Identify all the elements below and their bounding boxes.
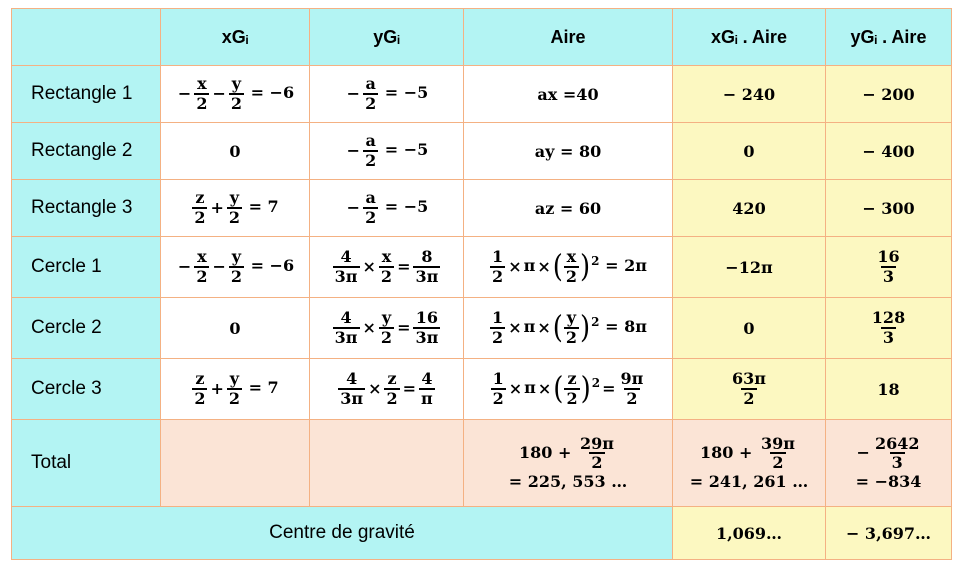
total-xa-frac-den: 2 xyxy=(772,453,784,473)
exponent: 2 xyxy=(591,254,600,269)
total-xa-int: 180 + xyxy=(700,442,753,462)
row-label: Rectangle 2 xyxy=(12,123,161,180)
total-ya-frac-den: 3 xyxy=(891,453,903,473)
xg-den-2: 2 xyxy=(230,267,242,286)
yg-aire-cell: − 300 xyxy=(826,180,952,237)
total-xa-value: = 241, 261 … xyxy=(689,472,809,491)
xg-aire-cell: −12π xyxy=(673,237,826,298)
xg-result: = 7 xyxy=(248,197,279,217)
xg-aire-cell: 420 xyxy=(673,180,826,237)
total-aire-frac-num: 29π xyxy=(579,433,614,453)
row-rectangle-3 xyxy=(12,180,952,237)
xa-num: 63π xyxy=(732,369,766,389)
xg-cell: $\frac{z}{2}$ + $\frac{y}{2}$ = 7 xyxy=(161,359,310,420)
centroid-table xyxy=(11,8,952,560)
header-yg-aire: yGᵢ . Aire xyxy=(826,9,952,66)
xg-aire-cell: − 240 xyxy=(673,66,826,123)
yg-aire-cell xyxy=(826,298,952,359)
row-rectangle-1 xyxy=(12,66,952,123)
xg-num-2: y xyxy=(229,369,240,389)
pi-symbol: π xyxy=(523,317,536,337)
yg-result: = −5 xyxy=(384,83,429,103)
aire-cell: $\frac{1}{2}$ × π ×( $\frac{z}{2}$ )$^2$ = $\frac{9\pi}{2}$ xyxy=(464,359,673,420)
xg-den-1: 2 xyxy=(194,389,206,408)
yg-den-c: π xyxy=(421,389,433,408)
yg-num-c: 4 xyxy=(421,369,433,389)
aire-cell: $\frac{1}{2}$ × π ×( $\frac{x}{2}$ )$^2$ = 2π xyxy=(464,237,673,298)
xg-num-1: x xyxy=(197,74,207,94)
yg-den-b: 2 xyxy=(380,267,393,286)
header-blank xyxy=(12,9,161,66)
xg-cell: 0 xyxy=(161,123,310,180)
yg-cell: − $\frac{a}{2}$ = −5 xyxy=(310,180,464,237)
total-xg-cell xyxy=(161,420,310,507)
xg-cell: $\frac{z}{2}$ + $\frac{y}{2}$ = 7 xyxy=(161,180,310,237)
yg-den-c: 3π xyxy=(415,328,439,347)
yg-aire-cell: − 400 xyxy=(826,123,952,180)
yg-den-a: 3π xyxy=(334,328,358,347)
row-rectangle-2 xyxy=(12,123,952,180)
aire-num: y xyxy=(566,308,577,328)
half-den: 2 xyxy=(492,267,504,286)
aire-result: = 2π xyxy=(605,256,647,276)
yg-result: = −5 xyxy=(384,140,429,160)
row-label: Total xyxy=(12,420,161,507)
yg-cell: − $\frac{a}{2}$ = −5 xyxy=(310,123,464,180)
xg-cell: − $\frac{x}{2}$ − $\frac{y}{2}$ = −6 xyxy=(161,237,310,298)
row-label: Cercle 2 xyxy=(12,298,161,359)
yg-den-c: 3π xyxy=(415,267,439,286)
xg-den-1: 2 xyxy=(196,267,208,286)
exponent: 2 xyxy=(591,315,600,330)
yg-num: a xyxy=(365,74,376,94)
yg-num-a: 4 xyxy=(340,308,352,328)
yg-den-a: 3π xyxy=(334,267,358,286)
exponent: 2 xyxy=(591,376,601,391)
yg-aire-cell xyxy=(826,237,952,298)
xg-den-1: 2 xyxy=(194,208,206,227)
yg-den: 2 xyxy=(365,94,377,113)
half-den: 2 xyxy=(492,328,504,347)
xg-cell: 0 xyxy=(161,298,310,359)
xg-aire-cell: 0 xyxy=(673,123,826,180)
xa-den: 2 xyxy=(743,389,755,408)
yg-aire-cell: 18 xyxy=(826,359,952,420)
yg-num-a: 4 xyxy=(346,369,358,389)
ya-num: 16 xyxy=(877,247,900,267)
xg-num-1: z xyxy=(195,369,205,389)
total-aire-int: 180 + xyxy=(519,442,572,462)
total-xg-aire-cell xyxy=(673,420,826,507)
aire-cell: az = 60 xyxy=(464,180,673,237)
aire-cell: $\frac{1}{2}$ × π ×( $\frac{y}{2}$ )$^2$ = 8π xyxy=(464,298,673,359)
total-aire-value: = 225, 553 … xyxy=(508,472,628,491)
header-row xyxy=(12,9,952,66)
row-cercle-2 xyxy=(12,298,952,359)
aire-result-den: 2 xyxy=(626,389,638,408)
xg-den-2: 2 xyxy=(228,389,240,408)
yg-num: a xyxy=(365,131,376,151)
half-num: 1 xyxy=(492,247,504,267)
total-xa-frac-num: 39π xyxy=(760,433,795,453)
row-label: Cercle 1 xyxy=(12,237,161,298)
aire-result-num: 9π xyxy=(620,369,644,389)
total-ya-frac-num: 2642 xyxy=(874,433,920,453)
pi-symbol: π xyxy=(524,378,536,398)
xg-num-2: y xyxy=(231,74,242,94)
xg-cell: − $\frac{x}{2}$ − $\frac{y}{2}$ = −6 xyxy=(161,66,310,123)
row-centre-gravite xyxy=(12,507,952,560)
header-aire: Aire xyxy=(464,9,673,66)
aire-den: 2 xyxy=(565,328,578,347)
aire-num: z xyxy=(567,369,577,389)
xg-num-2: y xyxy=(231,247,242,267)
half-num: 1 xyxy=(492,308,504,328)
yg-den: 2 xyxy=(365,151,377,170)
yg-num: a xyxy=(365,188,376,208)
row-cercle-1 xyxy=(12,237,952,298)
xg-aire-cell: 0 xyxy=(673,298,826,359)
xg-aire-cell xyxy=(673,359,826,420)
aire-cell: ay = 80 xyxy=(464,123,673,180)
row-cercle-3 xyxy=(12,359,952,420)
total-yg-cell xyxy=(310,420,464,507)
row-label: Rectangle 3 xyxy=(12,180,161,237)
half-num: 1 xyxy=(492,369,504,389)
ya-den: 3 xyxy=(882,267,895,286)
xg-result: = 7 xyxy=(248,378,279,398)
xg-den-1: 2 xyxy=(196,94,208,113)
aire-cell: ax =40 xyxy=(464,66,673,123)
yg-num-a: 4 xyxy=(340,247,352,267)
header-xg: xGᵢ xyxy=(161,9,310,66)
centre-y: − 3,697… xyxy=(826,507,952,560)
xg-den-2: 2 xyxy=(230,94,242,113)
row-label: Cercle 3 xyxy=(12,359,161,420)
xg-den-2: 2 xyxy=(228,208,240,227)
yg-den: 2 xyxy=(365,208,377,227)
xg-num-1: z xyxy=(195,188,205,208)
xg-num-1: x xyxy=(197,247,207,267)
xg-result: = −6 xyxy=(250,83,295,103)
row-total xyxy=(12,420,952,507)
ya-den: 3 xyxy=(882,328,895,347)
aire-den: 2 xyxy=(566,389,578,408)
yg-den-b: 2 xyxy=(386,389,398,408)
yg-den-a: 3π xyxy=(340,389,364,408)
header-yg: yGᵢ xyxy=(310,9,464,66)
yg-num-b: z xyxy=(387,369,397,389)
yg-result: = −5 xyxy=(384,197,429,217)
yg-den-b: 2 xyxy=(380,328,393,347)
row-label: Rectangle 1 xyxy=(12,66,161,123)
yg-cell: − $\frac{a}{2}$ = −5 xyxy=(310,66,464,123)
yg-num-b: y xyxy=(381,308,392,328)
pi-symbol: π xyxy=(523,256,536,276)
yg-num-c: 16 xyxy=(415,308,439,328)
yg-num-b: x xyxy=(381,247,392,267)
centre-label: Centre de gravité xyxy=(12,507,673,560)
yg-cell: $\frac{4}{3\pi}$ × $\frac{z}{2}$ = $\frac{4}{\pi}$ xyxy=(310,359,464,420)
total-ya-value: = −834 xyxy=(855,472,922,491)
aire-den: 2 xyxy=(565,267,578,286)
aire-result: = 8π xyxy=(605,317,647,337)
yg-cell: $\frac{4}{3\pi}$ × $\frac{x}{2}$ = $\frac{8}{3\pi}$ xyxy=(310,237,464,298)
xg-num-2: y xyxy=(229,188,240,208)
yg-cell: $\frac{4}{3\pi}$ × $\frac{y}{2}$ = $\frac{16}{3\pi}$ xyxy=(310,298,464,359)
yg-num-c: 8 xyxy=(421,247,433,267)
half-den: 2 xyxy=(492,389,504,408)
header-xg-aire: xGᵢ . Aire xyxy=(673,9,826,66)
total-aire-cell xyxy=(464,420,673,507)
aire-num: x xyxy=(566,247,577,267)
total-yg-aire-cell: − $\frac{2642}{3}$ = −834 xyxy=(826,420,952,507)
centre-x: 1,069… xyxy=(673,507,826,560)
yg-aire-cell: − 200 xyxy=(826,66,952,123)
ya-num: 128 xyxy=(871,308,906,328)
total-aire-frac-den: 2 xyxy=(591,453,603,473)
xg-result: = −6 xyxy=(250,256,295,276)
